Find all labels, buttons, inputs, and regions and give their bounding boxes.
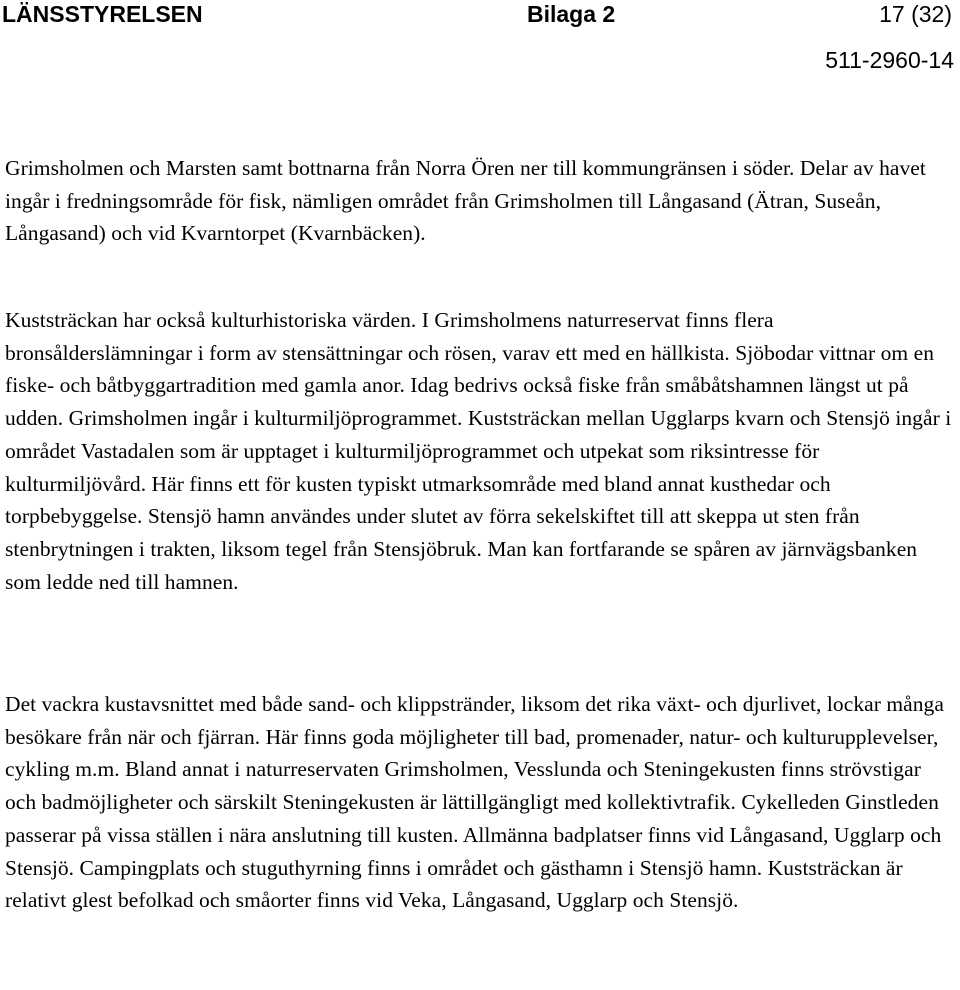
reference-number: 511-2960-14 xyxy=(825,47,954,73)
body-paragraph-1: Grimsholmen och Marsten samt bottnarna från Norra Ören ner till kommungränsen i söder. Delar av havet ingår i fredningsområde för fisk, nämligen området från Grimsholmen till Långasand (Ätran, Suseån, Långasand) och vid Kvarntorpet (Kvarnbäcken). xyxy=(5,156,926,246)
page-header xyxy=(0,0,960,80)
page-number: 17 (32) xyxy=(879,1,952,27)
organization-name: LÄNSSTYRELSEN xyxy=(2,1,203,27)
attachment-label: Bilaga 2 xyxy=(527,1,616,27)
body-paragraph-2: Kuststräckan har också kulturhistoriska värden. I Grimsholmens naturreservat finns flera bronsålderslämningar i form av stensättningar och rösen, varav ett med en hällkista. Sjöbodar vittnar om en fiske- och båtbyggartradition med gamla anor. Idag bedrivs också fiske från småbåtshamnen längst ut på udden. Grimsholmen ingår i kulturmiljöprogrammet. Kuststräckan mellan Ugglarps kvarn och Stensjö ingår i området Vastadalen som är upptaget i kulturmiljöprogrammet och utpekat som riksintresse för kulturmiljövård. Här finns ett för kusten typiskt utmarksområde med bland annat kusthedar och torpbebyggelse. Stensjö hamn användes under slutet av förra sekelskiftet till att skeppa ut sten från stenbrytningen i trakten, liksom tegel från Stensjöbruk. Man kan fortfarande se spåren av järnvägsbanken som ledde ned till hamnen. xyxy=(5,308,952,594)
body-paragraph-3: Det vackra kustavsnittet med både sand- och klippstränder, liksom det rika växt- och djurlivet, lockar många besökare från när och fjärran. Här finns goda möjligheter till bad, promenader, natur- och kulturupplevelser, cykling m.m. Bland annat i naturreservaten Grimsholmen, Vesslunda och Steningekusten finns strövstigar och badmöjligheter och särskilt Steningekusten är lättillgängligt med kollektivtrafik. Cykelleden Ginstleden passerar på vissa ställen i nära anslutning till kusten. Allmänna badplatser finns vid Långasand, Ugglarp och Stensjö. Campingplats och stuguthyrning finns i området och gästhamn i Stensjö hamn. Kuststräckan är relativt glest befolkad och småorter finns vid Veka, Långasand, Ugglarp och Stensjö. xyxy=(5,692,944,913)
